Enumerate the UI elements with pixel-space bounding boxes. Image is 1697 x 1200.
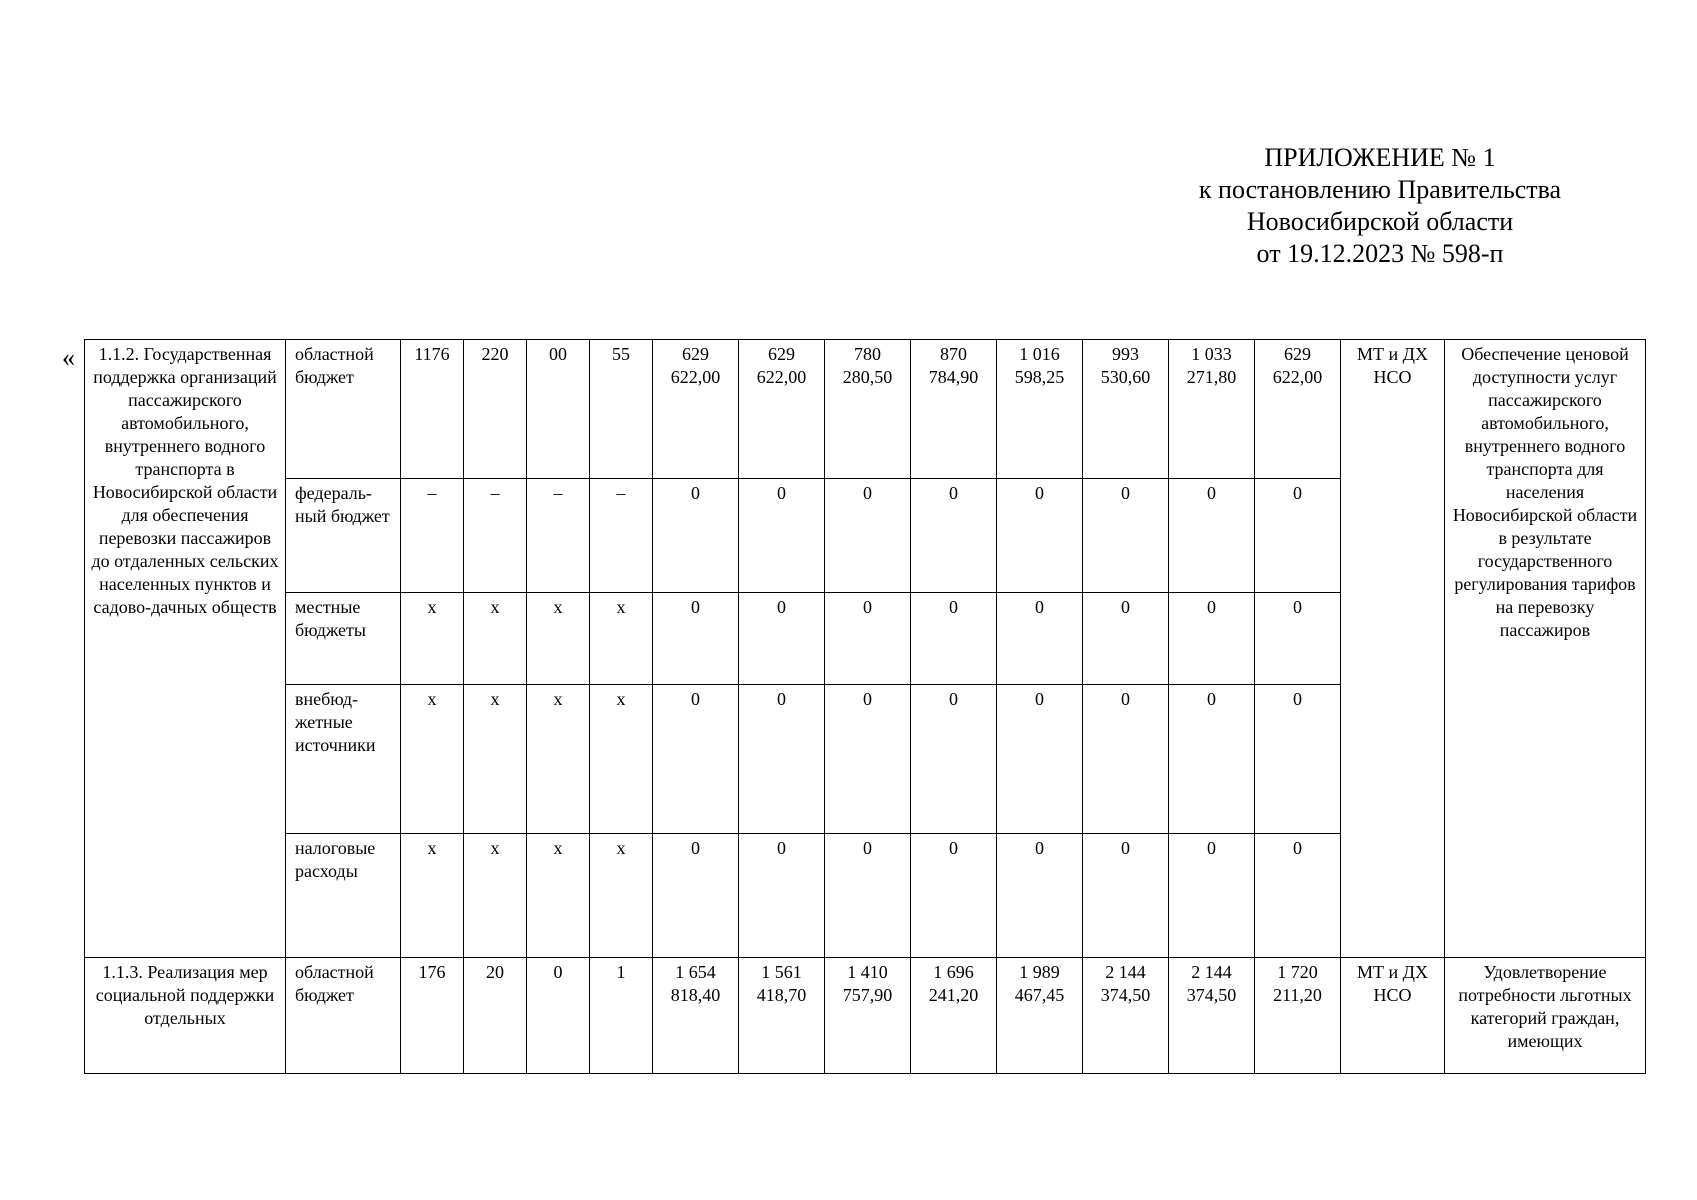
value-cell: 0: [739, 593, 825, 685]
code-cell: x: [401, 593, 464, 685]
value-cell: 0: [653, 593, 739, 685]
code-cell: 1176: [401, 340, 464, 479]
value-cell: 0: [1169, 593, 1255, 685]
value-cell: 1 410 757,90: [825, 958, 911, 1074]
value-cell: 0: [1169, 479, 1255, 593]
funding-source: внебюд-жетные источники: [286, 685, 401, 834]
value-cell: 0: [911, 593, 997, 685]
value-cell: 1 033 271,80: [1169, 340, 1255, 479]
code-cell: x: [401, 834, 464, 958]
measure-cell: 1.1.2. Государственная поддержка организаций пассажирского автомобильного, внутреннего водного транспорта в Новосибирской области для обеспечения перевозки пассажиров до отдаленных сельских населенных пунктов и садово-дачных обществ: [85, 340, 286, 958]
value-cell: 2 144 374,50: [1169, 958, 1255, 1074]
code-cell: 0: [527, 958, 590, 1074]
value-cell: 993 530,60: [1083, 340, 1169, 479]
table-row: [85, 340, 1646, 479]
value-cell: 1 720 211,20: [1255, 958, 1341, 1074]
value-cell: 0: [825, 593, 911, 685]
funding-source: федераль-ный бюджет: [286, 479, 401, 593]
value-cell: 0: [825, 685, 911, 834]
value-cell: 0: [739, 479, 825, 593]
value-cell: 0: [653, 834, 739, 958]
value-cell: 2 144 374,50: [1083, 958, 1169, 1074]
value-cell: 0: [1083, 685, 1169, 834]
value-cell: 0: [653, 479, 739, 593]
table-row: [85, 958, 1646, 1074]
value-cell: 0: [825, 834, 911, 958]
value-cell: 0: [825, 479, 911, 593]
value-cell: 1 989 467,45: [997, 958, 1083, 1074]
value-cell: 0: [911, 685, 997, 834]
value-cell: 0: [1169, 685, 1255, 834]
code-cell: x: [590, 593, 653, 685]
value-cell: 0: [1255, 593, 1341, 685]
result-cell: Удовлетворение потребности льготных категорий граждан, имеющих: [1445, 958, 1646, 1074]
executor-cell: МТ и ДХ НСО: [1341, 340, 1445, 958]
code-cell: x: [527, 834, 590, 958]
value-cell: 0: [1083, 479, 1169, 593]
funding-source: областной бюджет: [286, 340, 401, 479]
value-cell: 0: [997, 834, 1083, 958]
value-cell: 0: [997, 593, 1083, 685]
executor-cell: МТ и ДХ НСО: [1341, 958, 1445, 1074]
value-cell: 0: [1255, 479, 1341, 593]
code-cell: x: [464, 685, 527, 834]
value-cell: 0: [1255, 834, 1341, 958]
value-cell: 629 622,00: [739, 340, 825, 479]
value-cell: 0: [1169, 834, 1255, 958]
opening-quote: «: [62, 343, 75, 372]
code-cell: –: [590, 479, 653, 593]
appendix-title: ПРИЛОЖЕНИЕ № 1: [1264, 143, 1496, 172]
appendix-region: Новосибирской области: [1246, 207, 1514, 236]
appendix-subtitle: к постановлению Правительства: [1198, 175, 1562, 204]
value-cell: 0: [653, 685, 739, 834]
value-cell: 0: [1083, 593, 1169, 685]
appendix-date: от 19.12.2023 № 598-п: [1256, 239, 1504, 268]
code-cell: 00: [527, 340, 590, 479]
value-cell: 0: [911, 834, 997, 958]
code-cell: x: [590, 685, 653, 834]
value-cell: 0: [1083, 834, 1169, 958]
code-cell: 55: [590, 340, 653, 479]
code-cell: x: [464, 593, 527, 685]
value-cell: 0: [739, 834, 825, 958]
code-cell: 1: [590, 958, 653, 1074]
value-cell: 780 280,50: [825, 340, 911, 479]
value-cell: 1 654 818,40: [653, 958, 739, 1074]
code-cell: 220: [464, 340, 527, 479]
code-cell: x: [464, 834, 527, 958]
code-cell: x: [527, 593, 590, 685]
value-cell: 0: [997, 479, 1083, 593]
value-cell: 0: [911, 479, 997, 593]
funding-source: налоговые расходы: [286, 834, 401, 958]
code-cell: –: [527, 479, 590, 593]
value-cell: 0: [1255, 685, 1341, 834]
code-cell: 20: [464, 958, 527, 1074]
code-cell: x: [401, 685, 464, 834]
funding-source: местные бюджеты: [286, 593, 401, 685]
funding-source: областной бюджет: [286, 958, 401, 1074]
value-cell: 0: [739, 685, 825, 834]
value-cell: 629 622,00: [653, 340, 739, 479]
document-header: [1150, 142, 1610, 270]
code-cell: –: [464, 479, 527, 593]
code-cell: x: [590, 834, 653, 958]
code-cell: 176: [401, 958, 464, 1074]
value-cell: 1 561 418,70: [739, 958, 825, 1074]
code-cell: –: [401, 479, 464, 593]
result-cell: Обеспечение ценовой доступности услуг пассажирского автомобильного, внутреннего водного транспорта для населения Новосибирской области в результате государственного регулирования тарифов на перевозку пассажиров: [1445, 340, 1646, 958]
value-cell: 1 016 598,25: [997, 340, 1083, 479]
measure-cell: 1.1.3. Реализация мер социальной поддержки отдельных: [85, 958, 286, 1074]
value-cell: 0: [997, 685, 1083, 834]
value-cell: 870 784,90: [911, 340, 997, 479]
program-table: [84, 339, 1646, 1074]
value-cell: 1 696 241,20: [911, 958, 997, 1074]
value-cell: 629 622,00: [1255, 340, 1341, 479]
code-cell: x: [527, 685, 590, 834]
